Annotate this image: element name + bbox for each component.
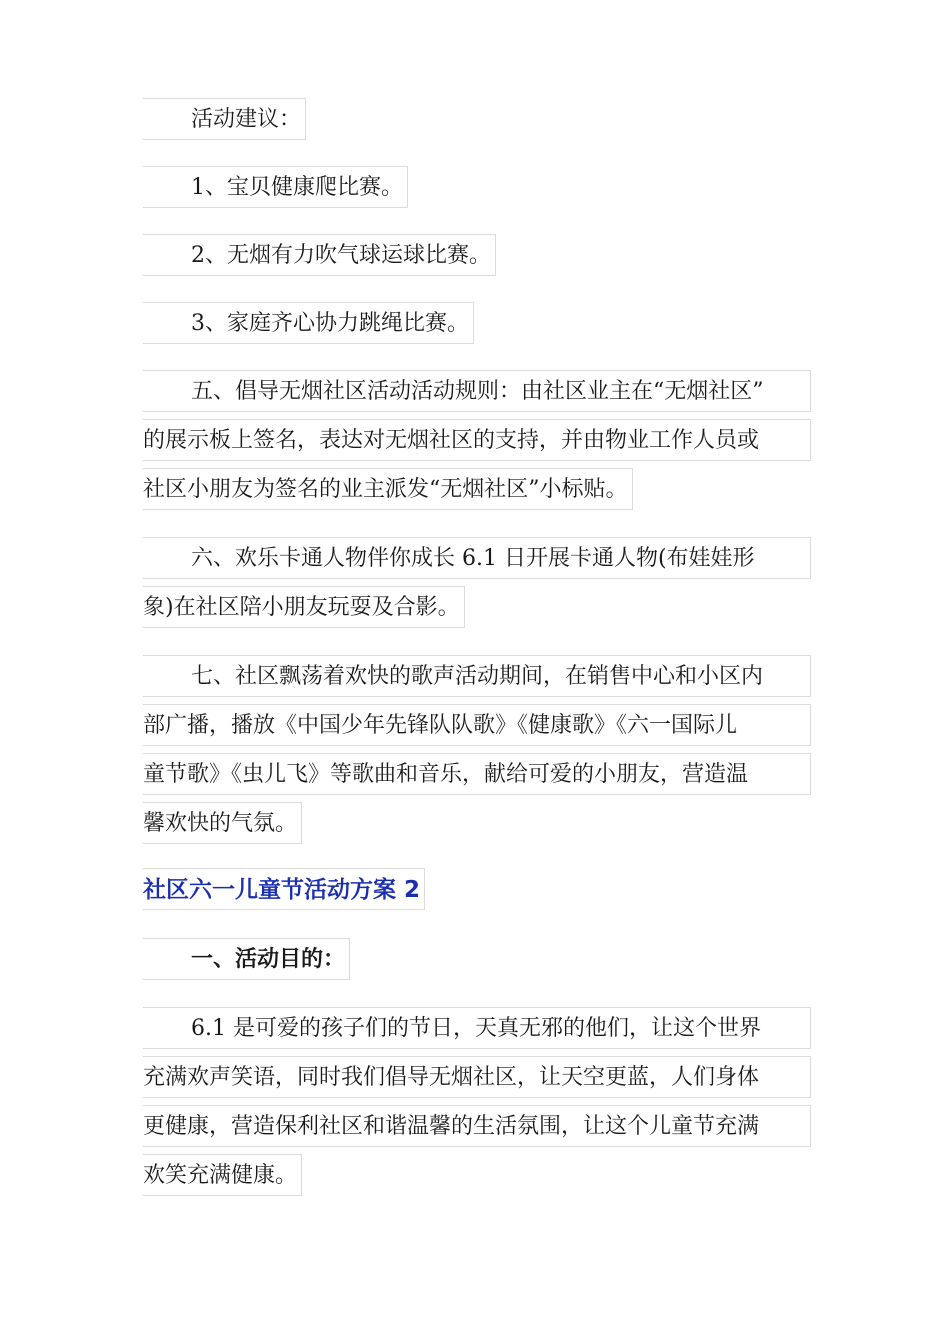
paragraph-6 (143, 537, 811, 646)
text-line: 部广播，播放《中国少年先锋队队歌》《健康歌》《六一国际儿 (143, 704, 811, 746)
section-heading (143, 868, 425, 923)
text-line: 1、宝贝健康爬比赛。 (143, 166, 408, 208)
text-line: 3、家庭齐心协力跳绳比赛。 (143, 302, 474, 344)
text-line: 的展示板上签名，表达对无烟社区的支持，并由物业工作人员或 (143, 419, 811, 461)
paragraph-5 (143, 370, 811, 528)
heading-text: 社区六一儿童节活动方案 2 (143, 868, 425, 910)
text-line: 五、倡导无烟社区活动活动规则：由社区业主在“无烟社区” (143, 370, 811, 412)
text-line: 充满欢声笑语，同时我们倡导无烟社区，让天空更蓝，人们身体 (143, 1056, 811, 1098)
text-line: 6.1 是可爱的孩子们的节日，天真无邪的他们，让这个世界 (143, 1007, 811, 1049)
text-line: 更健康，营造保利社区和谐温馨的生活氛围，让这个儿童节充满 (143, 1105, 811, 1147)
text-line: 童节歌》《虫儿飞》等歌曲和音乐，献给可爱的小朋友，营造温 (143, 753, 811, 795)
subheading-activity-goal (143, 938, 811, 998)
suggestion-item-2 (143, 234, 811, 294)
suggestion-item-1 (143, 166, 811, 226)
text-line: 一、活动目的： (143, 938, 350, 980)
paragraph-goal (143, 1007, 811, 1214)
paragraph-7 (143, 655, 811, 862)
suggestion-item-3 (143, 302, 811, 362)
text-line: 社区小朋友为签名的业主派发“无烟社区”小标贴。 (143, 468, 633, 510)
activity-suggestions-title (143, 98, 811, 158)
text-line: 六、欢乐卡通人物伴你成长 6.1 日开展卡通人物(布娃娃形 (143, 537, 811, 579)
text-line: 活动建议： (143, 98, 306, 140)
text-line: 2、无烟有力吹气球运球比赛。 (143, 234, 496, 276)
text-line: 七、社区飘荡着欢快的歌声活动期间，在销售中心和小区内 (143, 655, 811, 697)
text-line: 象)在社区陪小朋友玩耍及合影。 (143, 586, 465, 628)
text-line: 馨欢快的气氛。 (143, 802, 302, 844)
text-line: 欢笑充满健康。 (143, 1154, 302, 1196)
